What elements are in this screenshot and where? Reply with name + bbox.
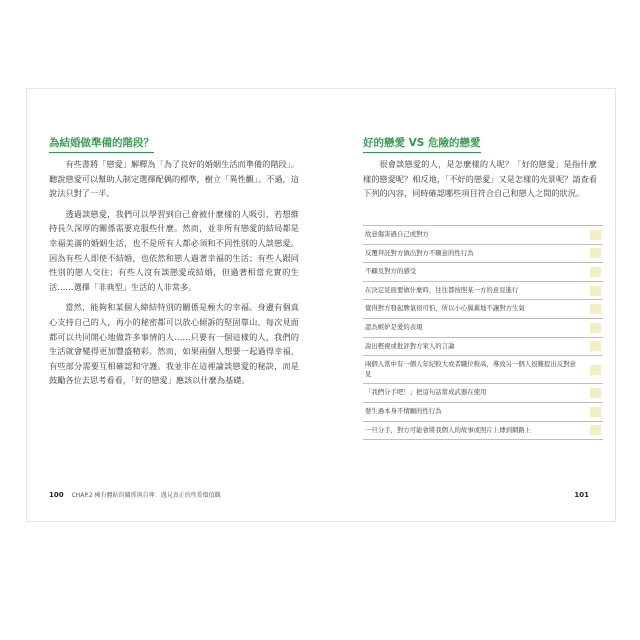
checkbox-icon[interactable] <box>590 341 601 351</box>
book-spread <box>26 88 616 522</box>
checklist-item: 說出輕視或批評對方家人的言論 <box>363 338 603 357</box>
checklist-item: 故意傷害過自己或對方 <box>363 226 603 245</box>
checklist-item: 發生過本身不情願的性行為 <box>363 403 603 422</box>
body-text <box>49 157 299 394</box>
checkbox-icon[interactable] <box>590 248 601 258</box>
paragraph: 透過談戀愛，我們可以學習到自己會被什麼樣的人吸引，若想維持長久深厚的關係需要克服些什麼。然而，並非所有戀愛的結局都是幸福美滿的婚姻生活，也不是所有人都必須和不同性別的人談戀愛。因為有些人即使不結婚，也依然和戀人過著幸福的生活；有些人跟同性別的戀人交往；有些人沒有談戀愛或結婚，但過著相當充實的生活……選擇「非典型」生活的人非常多。 <box>49 208 299 292</box>
checkbox-icon[interactable] <box>590 286 601 296</box>
page-number: 101 <box>574 491 589 499</box>
page-footer <box>574 491 595 499</box>
checkbox-icon[interactable] <box>590 304 601 314</box>
checkbox-icon[interactable] <box>590 388 601 398</box>
checklist-item: 覺得對方發起脾氣很可怕，所以小心翼翼地不讓對方生氣 <box>363 300 603 319</box>
paragraph: 當然，能夠和某個人締結特別的關係是極大的幸福。身邊有個真心支持自己的人，再小的秘密都可以放心傾訴的堅固靠山、每次見面都可以共同開心地做許多事情的人……只要有一個這樣的人，我們的生活就會變得更加豐盛精彩。然而，如果兩個人想要一起過得幸福，有些部分需要互相確認和守護。我並非在這裡論談戀愛的秘訣，而是鼓勵各位去思考看看，「好的戀愛」應該以什麼為基礎。 <box>49 302 299 386</box>
paragraph: 有些書將「戀愛」解釋為「為了良好的婚姻生活而準備的階段」。聽說戀愛可以幫助人制定選擇配偶的標準，樹立「異性觀」。不過，這說法只對了一半。 <box>49 159 299 199</box>
section-heading: 好的戀愛 VS 危險的戀愛 <box>363 135 481 153</box>
checkbox-icon[interactable] <box>590 267 601 277</box>
checkbox-icon[interactable] <box>590 323 601 333</box>
page-number: 100 <box>49 491 64 499</box>
checklist-item: 在決定見面要做什麼時，往往都按照某一方的意見進行 <box>363 282 603 301</box>
checklist-item: 兩個人當中有一個人年紀較大或者職位較高，導致另一個人很難提出反對意見 <box>363 356 603 384</box>
checklist <box>363 225 603 440</box>
checklist-item: 「我們分手吧！」把這句話當成武器在使用 <box>363 384 603 403</box>
checklist-item: 認為嫉妒是愛的表現 <box>363 319 603 338</box>
checklist-item: 反覆拜託對方做出對方不願意的性行為 <box>363 245 603 264</box>
right-page <box>321 89 615 521</box>
checkbox-icon[interactable] <box>590 230 601 240</box>
body-text <box>363 157 597 207</box>
checklist-item: 一旦分手，對方可能會將我個人的故事或照片上傳到網路上 <box>363 422 603 441</box>
page-footer <box>49 490 221 499</box>
checkbox-icon[interactable] <box>590 365 601 375</box>
running-title: CHAP.2 擁有體貼的關係與自尊：遇見真正的性愛價值觀 <box>71 492 221 499</box>
checkbox-icon[interactable] <box>590 425 601 435</box>
left-page <box>27 89 321 521</box>
checklist-item: 不顧及對方的感受 <box>363 263 603 282</box>
paragraph: 很會談戀愛的人，是怎麼樣的人呢？「好的戀愛」是指什麼樣的戀愛呢？相反地，「不好的戀愛」又是怎樣的光景呢？請查看下列的內容，同時確認哪些項目符合自己和戀人之間的狀況。 <box>363 159 597 199</box>
checkbox-icon[interactable] <box>590 407 601 417</box>
section-heading: 為結婚做準備的階段？ <box>49 135 154 153</box>
